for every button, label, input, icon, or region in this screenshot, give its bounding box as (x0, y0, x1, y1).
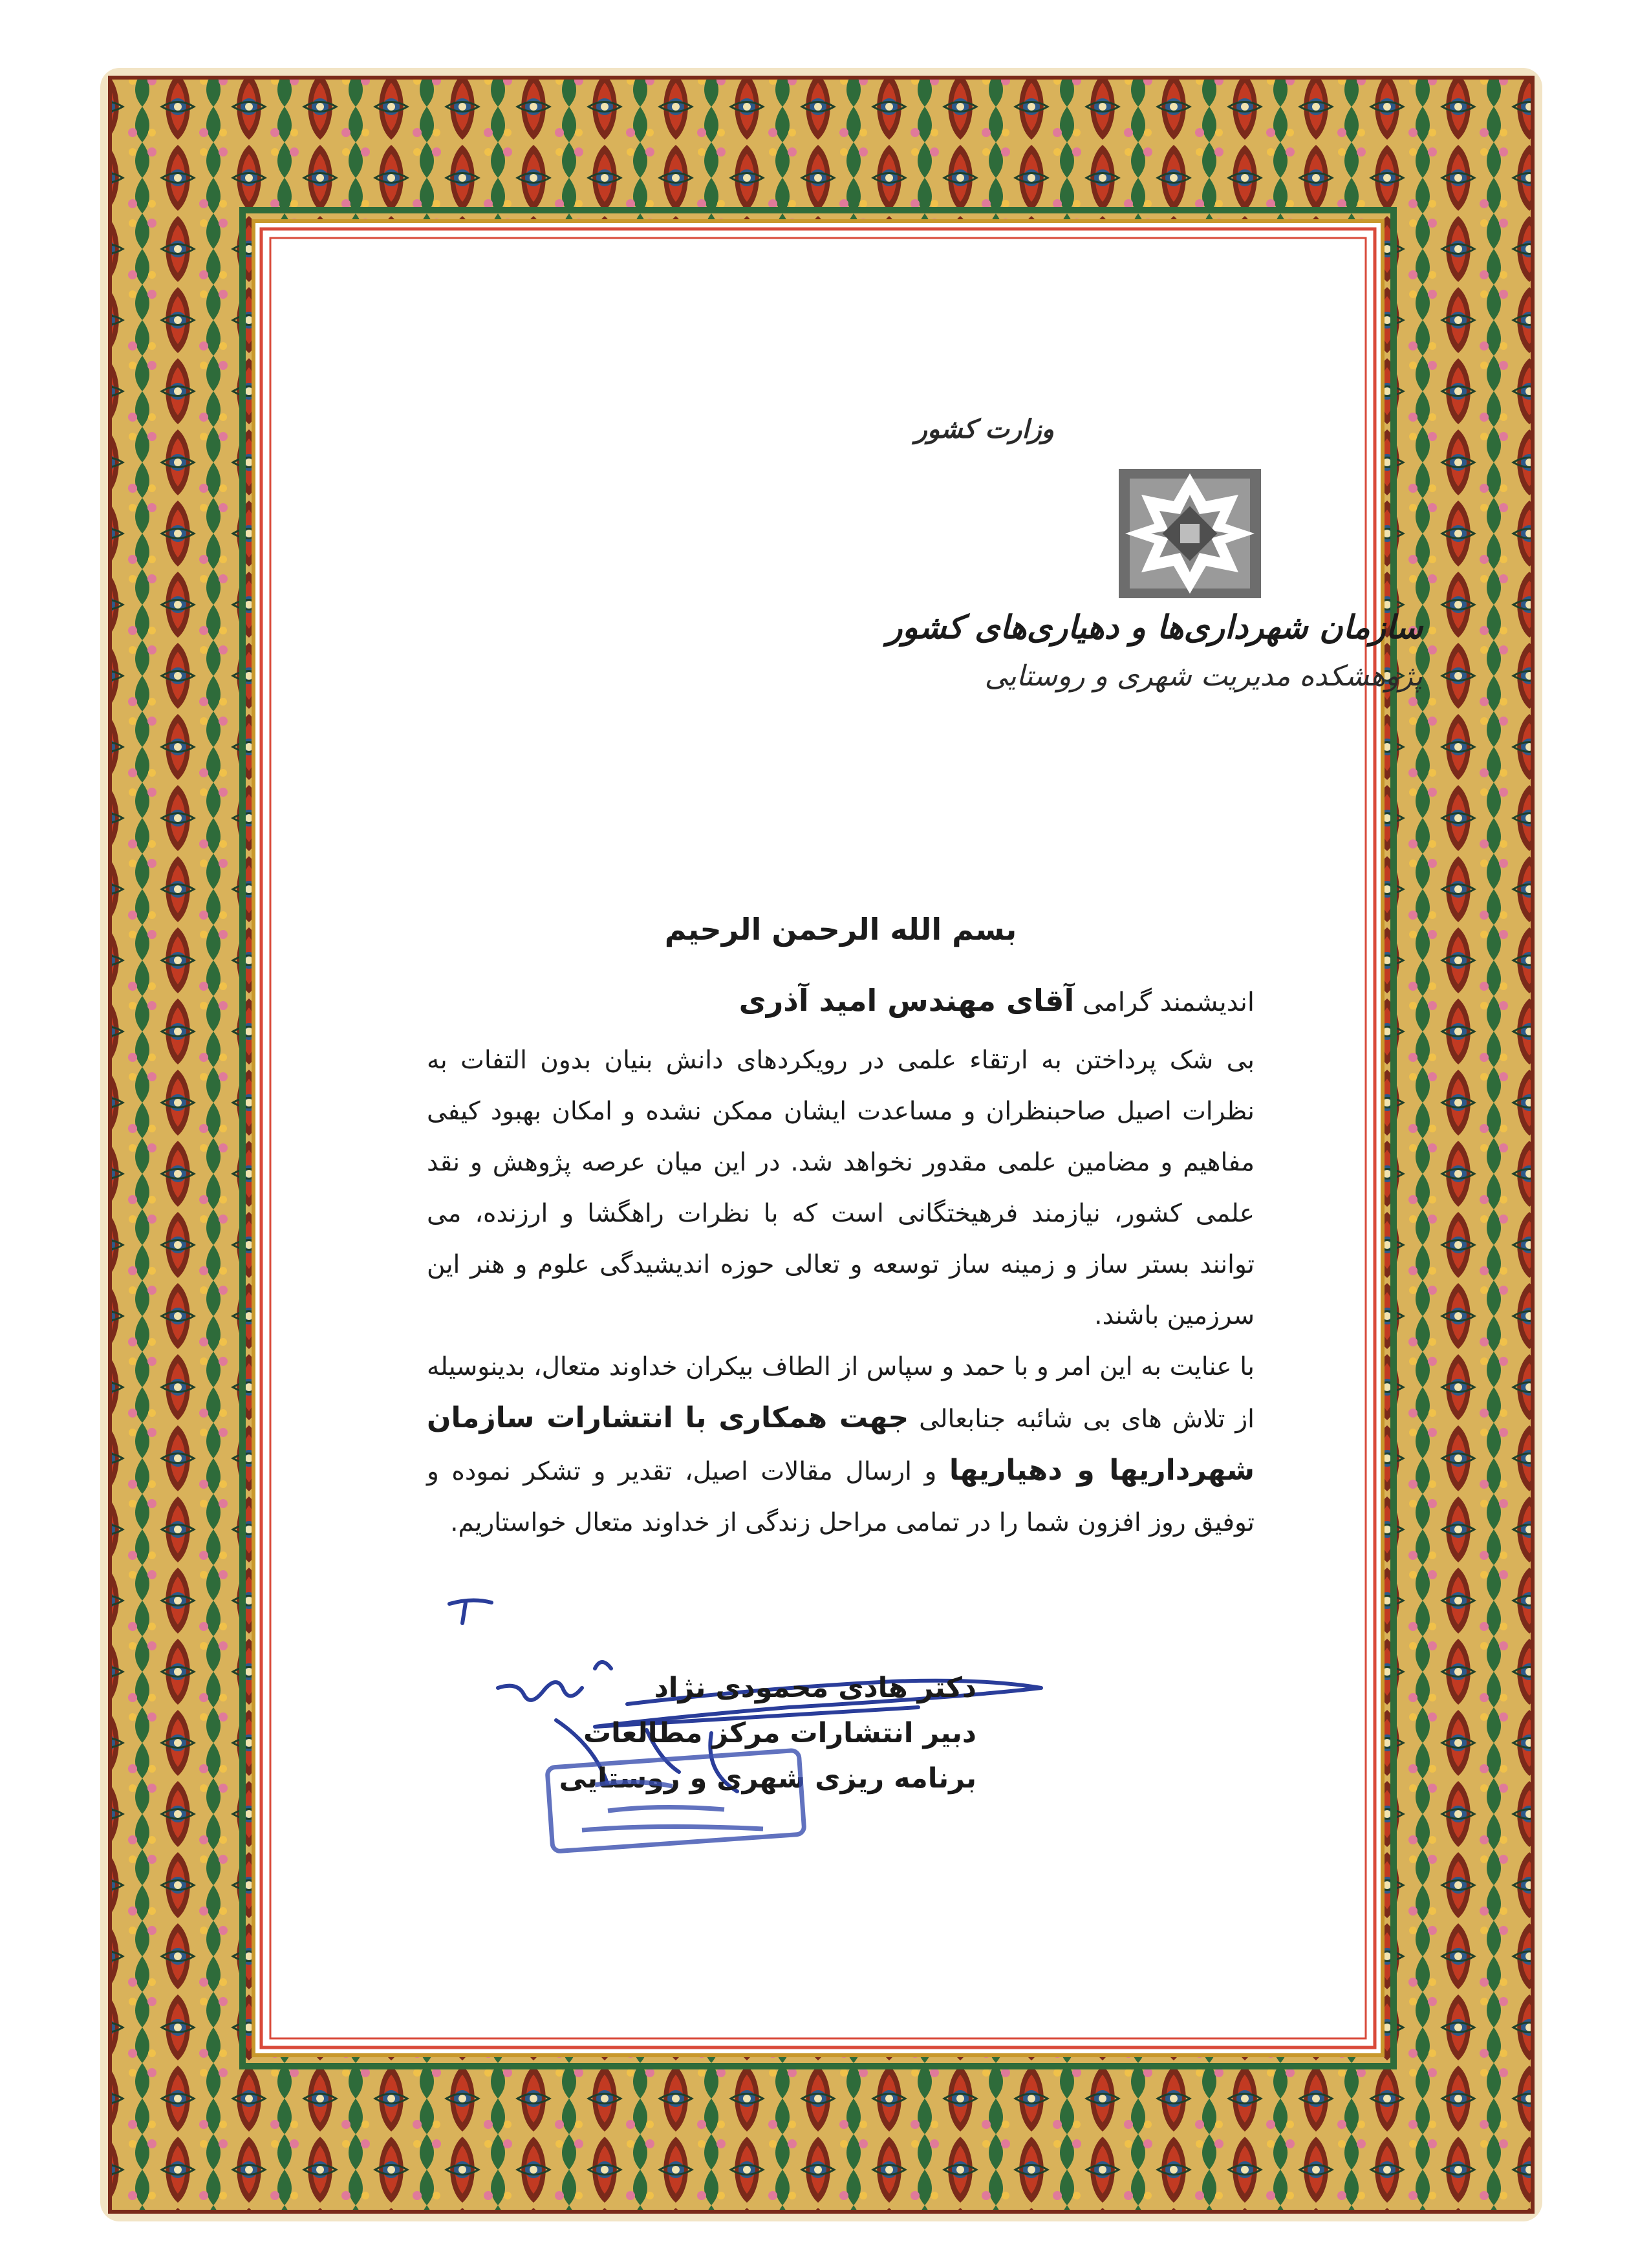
paragraph-1: بی شک پرداختن به ارتقاء علمی در رویکردهای دانش بنیان بدون التفات به نظرات اصیل صاحبنظران و مساعدت ایشان ممکن نشده و امکان بهبود کیفی مفاهیم و مضامین علمی مقدور نخواهد شد. در این میان عرصه پژوهش و نقد علمی کشور، نیازمند فرهیختگانی است که با نظرات راهگشا و ارزنده، می توانند بستر ساز و زمینه ساز توسعه و تعالی حوزه اندیشیدگی علوم و هنر این سرزمین باشند. (427, 1046, 1255, 1330)
institute-name: پژوهشکده مدیریت شهری و روستایی (984, 660, 1423, 693)
paragraph-2 (427, 1341, 1255, 1548)
ministry-name: وزارت کشور (914, 414, 1054, 444)
official-stamp (530, 1740, 815, 1856)
paragraph-2-emphasis: جهت همکاری با انتشارات سازمان شهرداریها و دهیاریها (427, 1401, 1255, 1487)
octagram-emblem-icon (1116, 466, 1264, 601)
organization-name: سازمان شهرداری‌ها و دهیاری‌های کشور (887, 608, 1423, 646)
greeting-line (427, 983, 1255, 1018)
salutation: اندیشمند گرامی (1083, 988, 1255, 1017)
organization-logo (887, 414, 1423, 750)
signatory-title-line2: برنامه ریزی شهری و روستایی (559, 1762, 976, 1795)
signatory-title-line1: دبیر انتشارات مرکز مطالعات (583, 1717, 976, 1749)
recipient-name: آقای مهندس امید آذری (738, 983, 1075, 1018)
bismillah-heading: بسم الله الرحمن الرحیم (664, 912, 1017, 947)
paragraph-2-end: و ارسال مقالات اصیل، تقدیر و تشکر نموده و توفیق روز افزون شما را در تمامی مراحل زندگی از خداوند متعال خواستاریم. (427, 1457, 1255, 1537)
paragraph-2-start: با عنایت به این امر و با حمد و سپاس از الطاف بیکران خداوند متعال، بدینوسیله از تلاش های بی شائبه جنابعالی (427, 1352, 1255, 1434)
signatory-name: دکتر هادی محمودی نژاد (654, 1672, 976, 1704)
letter-body (427, 912, 1255, 1548)
